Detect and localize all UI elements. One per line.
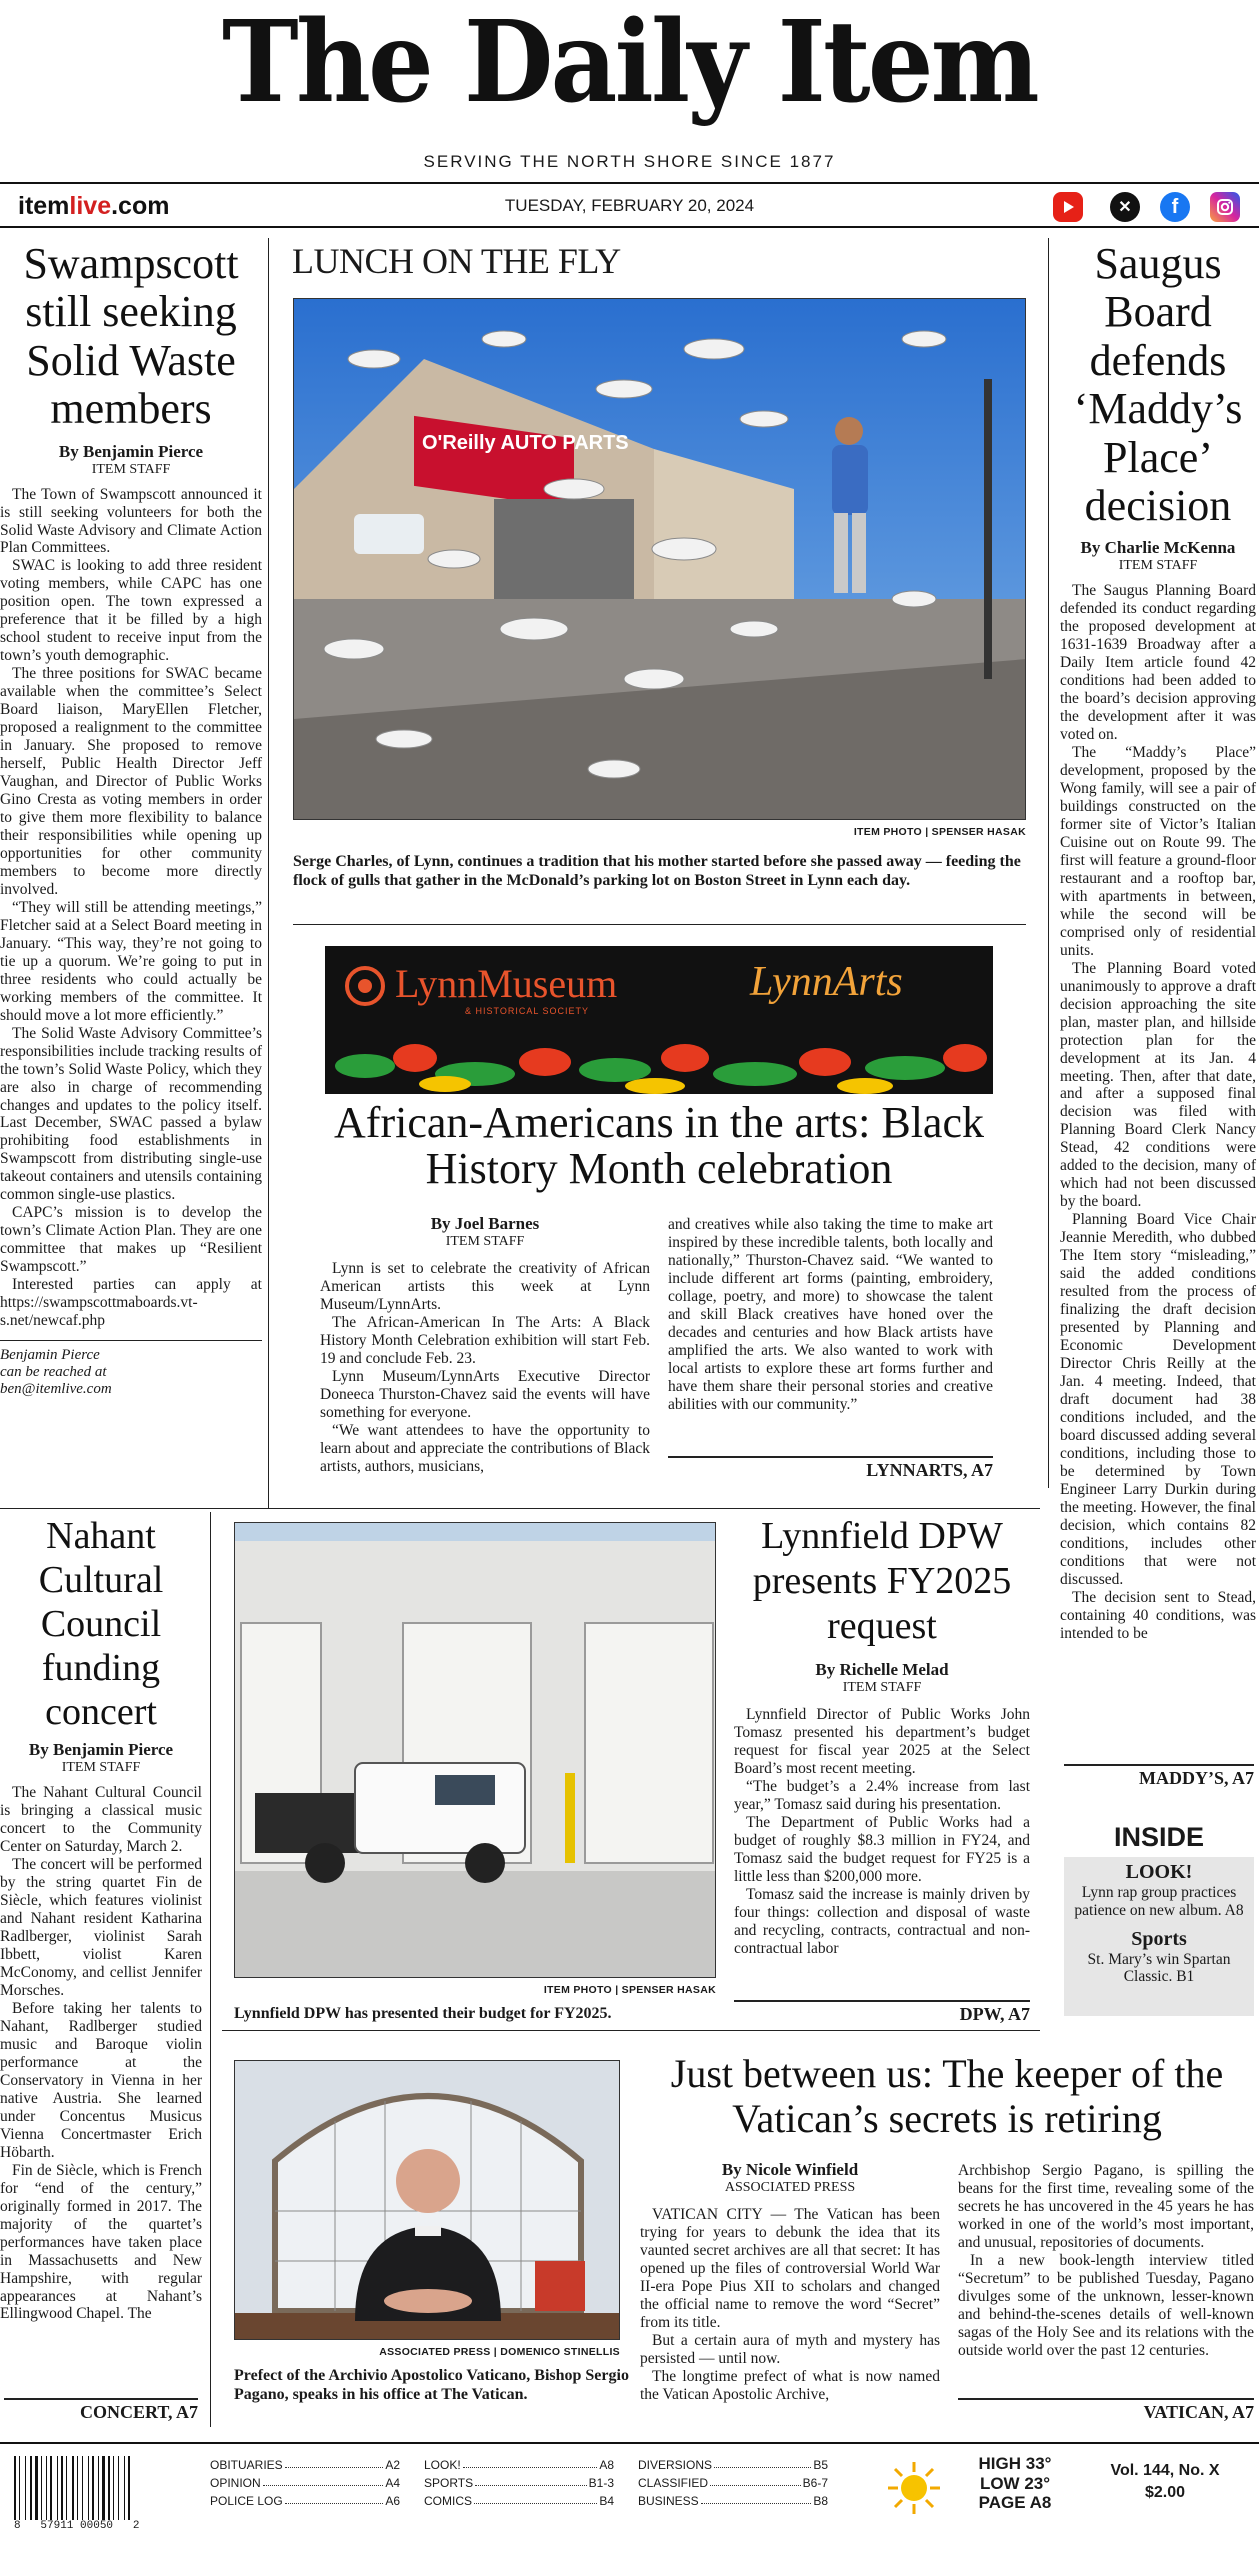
nahant-jump[interactable]: CONCERT, A7 (4, 2398, 198, 2423)
barcode-bar (14, 2456, 16, 2520)
barcode-bar (72, 2456, 74, 2520)
barcode-bars (14, 2456, 174, 2520)
paragraph: CAPC’s mission is to develop the town’s Climate Action Plan. They are one committee that makes up “Resilient Swampscott.” (0, 1204, 262, 1276)
barcode-bar (21, 2456, 24, 2520)
barcode-bar (39, 2456, 40, 2520)
site-link-mid: live (69, 192, 112, 220)
barcode-bar (33, 2456, 34, 2520)
nahant-staff: ITEM STAFF (61, 1760, 141, 1776)
paragraph: Before taking her talents to Nahant, Radlberger studied music and Baroque violin performance at the Conservatory in Vienna in her native Austria. She learned under Concentus Musicus Vienna Concertmaster Erich Höbarth. (0, 2000, 202, 2161)
swampscott-body (0, 486, 262, 1331)
vatican-col2 (958, 2162, 1254, 2360)
sun-icon (884, 2458, 944, 2518)
paragraph: The African-American In The Arts: A Black History Month Celebration exhibition will start Feb. 19 and conclude Feb. 23. (320, 1313, 650, 1367)
paragraph: The decision sent to Stead, containing 40 conditions, was intended to be (1060, 1588, 1256, 1642)
issue-price: $2.00 (1144, 2484, 1186, 2502)
inside-item[interactable] (1064, 1924, 1254, 1991)
weather-page: PAGE A8 (978, 2493, 1052, 2513)
vatican-jump[interactable]: VATICAN, A7 (958, 2398, 1254, 2423)
barcode-bar (92, 2456, 94, 2520)
lynnarts-staff: ITEM STAFF (445, 1234, 525, 1249)
vatican-byline: By Nicole Winfield (721, 2160, 859, 2179)
barcode-bar (59, 2456, 60, 2520)
lynnarts-jump[interactable]: LYNNARTS, A7 (668, 1456, 993, 1481)
lynnfield-staff: ITEM STAFF (842, 1680, 922, 1696)
paragraph: “We want attendees to have the opportunity to learn about and appreciate the contributions of Black artists, authors, musicians, (320, 1421, 650, 1475)
inside-box (1064, 1820, 1254, 2016)
paragraph: The three positions for SWAC became available when the committee’s Select Board liaison, MaryEllen Fletcher, proposed a realignment to the committee in January. She proposed to remove herself, Public Health Director Jeff Vaughan, and Director of Public Works Gino Cresta as voting members in order to give them more flexibility to balance their responsibilities while opening up opportunities for other community members to become more directly involved. (0, 665, 262, 898)
lynnfield-body (734, 1706, 1030, 1958)
barcode-bar (82, 2456, 83, 2520)
paragraph: But a certain aura of myth and mystery has persisted — until now. (640, 2331, 940, 2367)
barcode-bar (90, 2456, 91, 2520)
paragraph: Lynn Museum/LynnArts Executive Director Doneeca Thurston-Chavez said the events will have something for everyone. (320, 1367, 650, 1421)
vatican-caption: Prefect of the Archivio Apostolico Vaticano, Bishop Sergio Pagano, speaks in his office at The Vatican. (234, 2367, 629, 2404)
volume-number: Vol. 144, No. X (1110, 2462, 1220, 2479)
weather-high: HIGH 33° (978, 2454, 1052, 2473)
paragraph: In a new book-length interview titled “Secretum” to be published Tuesday, Pagano divulges some of the unknown, lesser-known and behind-the-scenes details of well-known sagas of the Holy See and its relations with the outside world over the past 12 centuries. (958, 2251, 1254, 2359)
index-item[interactable]: CLASSIFIED B6-7 (638, 2476, 828, 2490)
barcode-bar (35, 2456, 38, 2520)
weather-low: LOW 23° (979, 2473, 1051, 2493)
masthead (0, 0, 1259, 180)
paragraph: The longtime prefect of what is now named the Vatican Apostolic Archive, (640, 2367, 940, 2403)
swampscott-story (0, 240, 262, 1398)
barcode-bar (46, 2456, 47, 2520)
nahant-body (0, 1784, 202, 2323)
banner-right-text: LynnArts (750, 959, 903, 1005)
barcode-bar (88, 2456, 89, 2520)
barcode-bar (118, 2456, 119, 2520)
barcode-bar (57, 2456, 58, 2520)
banner-left-text: LynnMuseum (395, 961, 618, 1006)
instagram-icon[interactable] (1210, 192, 1240, 222)
lynnfield-story (734, 1514, 1030, 1958)
store-sign: O'Reilly AUTO PARTS (422, 432, 629, 454)
nahant-story (0, 1514, 202, 2323)
contact-label: can be reached at (0, 1364, 107, 1381)
info-bar (0, 182, 1259, 228)
paragraph: Planning Board Vice Chair Jeannie Meredith, who dubbed The Item story “misleading,” said the added conditions resulted from the process of finalizing the draft decision presented by Planning and Economic Development Director Chris Reilly at the Jan. 4 meeting. Indeed, that draft document had 38 conditions included, and the board discussed adding several conditions, including those to be determined by Town Engineer Larry Durkin during the meeting. However, the final decision, which contains 82 conditions, includes other conditions that were not discussed. (1060, 1211, 1256, 1588)
contact-name: Benjamin Pierce (0, 1347, 100, 1364)
saugus-headline[interactable]: Saugus Board defends ‘Maddy’s Place’ decision (1073, 239, 1243, 530)
lynn-museum-banner[interactable] (325, 946, 993, 1094)
lynnarts-byline: By Joel Barnes (430, 1214, 540, 1233)
vatican-headline[interactable]: Just between us: The keeper of the Vatican’s secrets is retiring (670, 2051, 1224, 2141)
barcode-number: 8 57911 00050 2 (14, 2520, 140, 2532)
barcode-bar (100, 2456, 101, 2520)
barcode (14, 2456, 174, 2536)
index-item[interactable]: COMICS B4 (424, 2494, 614, 2508)
nahant-byline: By Benjamin Pierce (28, 1740, 174, 1760)
inside-item-head: Sports (1131, 1927, 1187, 1950)
swampscott-byline: By Benjamin Pierce (58, 441, 204, 461)
lynnarts-col1 (320, 1214, 650, 1476)
site-link-prefix: item (18, 192, 70, 220)
inside-item-text: Lynn rap group practices patience on new album. A8 (1074, 1884, 1244, 1919)
barcode-bar (75, 2456, 76, 2520)
lynnfield-byline: By Richelle Melad (815, 1660, 949, 1680)
barcode-bar (128, 2456, 130, 2520)
paragraph: Tomasz said the increase is mainly driven by four things: collection and disposal of waste and recycling, contracts, contractual and non-contractual labor (734, 1886, 1030, 1958)
barcode-bar (126, 2456, 127, 2520)
barcode-bar (77, 2456, 78, 2520)
paragraph: Interested parties can apply at https://swampscottmaboards.vt-s.net/newcaf.php (0, 1276, 262, 1330)
saugus-staff: ITEM STAFF (1118, 558, 1198, 574)
dpw-caption: Lynnfield DPW has presented their budget for FY2025. (234, 2005, 612, 2022)
barcode-bar (50, 2456, 52, 2520)
barcode-bar (106, 2456, 107, 2520)
index-item[interactable]: OPINION A4 (210, 2476, 400, 2490)
paragraph: Fin de Siècle, which is French for “end of the century,” originally formed in 2017. The majority of the quartet’s performances have taken place in Massachusetts and New Hampshire, with regular appearances at Nahant’s Ellingwood Chapel. The (0, 2161, 202, 2323)
barcode-bar (27, 2456, 29, 2520)
barcode-bar (120, 2456, 123, 2520)
paragraph: The Solid Waste Advisory Committee’s responsibilities include tracking results of the town’s Solid Waste Policy, which they are also in charge of recommending changes and updates to the policy itself. Last December, SWAC passed a bylaw prohibiting food establishments in Swampscott from distributing single-use takeout containers and utensils containing common single-use plastics. (0, 1024, 262, 1204)
site-link-suffix: .com (111, 192, 170, 220)
barcode-bar (66, 2456, 67, 2520)
contact-email[interactable]: ben@itemlive.com (0, 1381, 112, 1398)
issue-date: TUESDAY, FEBRUARY 20, 2024 (504, 196, 755, 215)
barcode-bar (79, 2456, 81, 2520)
barcode-bar (113, 2456, 114, 2520)
swampscott-contact (0, 1340, 262, 1398)
banner-sub-text: & HISTORICAL SOCIETY (465, 1006, 590, 1016)
barcode-bar (25, 2456, 26, 2520)
index-item[interactable]: LOOK! A8 (424, 2458, 614, 2472)
vatican-photo[interactable] (234, 2060, 620, 2340)
lynnarts-headline[interactable]: African-Americans in the arts: Black History Month celebration (334, 1098, 984, 1193)
saugus-jump[interactable]: MADDY’S, A7 (1064, 1764, 1254, 1789)
footer (0, 2442, 1259, 2560)
paragraph: Archbishop Sergio Pagano, is spilling the beans for the first time, revealing some of the secrets he has uncovered in the 45 years he has worked in one of the world’s most important, and unusual, repositories of documents. (958, 2162, 1254, 2251)
paragraph: “The budget’s a 2.4% increase from last year,” Tomasz said during his presentation. (734, 1778, 1030, 1814)
paragraph: Lynn is set to celebrate the creativity of African American artists this week at Lynn Museum/LynnArts. (320, 1260, 650, 1313)
section-rule (222, 2030, 1040, 2031)
index-item[interactable]: SPORTS B1-3 (424, 2476, 614, 2490)
lunch-photo[interactable] (293, 298, 1026, 820)
facebook-icon[interactable]: f (1160, 192, 1190, 222)
paragraph: The Town of Swampscott announced it is still seeking volunteers for both the Solid Waste Advisory and Climate Action Plan Committees. (0, 485, 262, 557)
inside-item[interactable] (1064, 1857, 1254, 1924)
barcode-bar (64, 2456, 65, 2520)
paragraph: The Planning Board voted unanimously to approve a draft decision approaching the site plan, master plan, and hillside protection plan for the development at its Jan. 4 meeting. Then, after that date, and after a supposed final decision was filed with Planning Board Clerk Nancy Stead, 42 conditions were added to the decision, many of which had not been discussed by the board. (1060, 959, 1256, 1211)
index-item[interactable]: POLICE LOG A6 (210, 2494, 400, 2508)
saugus-story (1060, 240, 1256, 1643)
paragraph: The concert will be performed by the string quartet Fin de Siècle, which features violinist and Nahant resident Katharina Radlberger, violinist Sarah Ibbett, violist Karen McConomy, and cellist Jennifer Morsches. (0, 1856, 202, 2000)
lynnfield-jump[interactable]: DPW, A7 (734, 2000, 1030, 2025)
barcode-bar (108, 2456, 110, 2520)
issue-info (1090, 2460, 1240, 2505)
paragraph: “They will still be attending meetings,” Fletcher said at a Select Board meeting in January. “This way, they’re not going to tie up a quorum. We’re going to put in three residents who could actually be working members of the committee. It should move a lot more efficiently.” (0, 898, 262, 1024)
inside-item-text: St. Mary’s win Spartan Classic. B1 (1087, 1950, 1231, 1986)
swampscott-staff: ITEM STAFF (91, 461, 171, 477)
paragraph: The Department of Public Works had a budget of roughly $8.3 million in FY24, and Tomasz said the budget request for FY25 is a little less than $200,000 more. (734, 1814, 1030, 1886)
barcode-bar (95, 2456, 97, 2520)
lynnfield-headline[interactable]: Lynnfield DPW presents FY2025 request (752, 1515, 1012, 1647)
index-item[interactable]: OBITUARIES A2 (210, 2458, 400, 2472)
barcode-bar (48, 2456, 49, 2520)
inside-item-head: LOOK! (1125, 1861, 1193, 1883)
nahant-headline[interactable]: Nahant Cultural Council funding concert (38, 1515, 164, 1734)
column-rule (1048, 238, 1049, 1488)
barcode-bar (53, 2456, 56, 2520)
barcode-bar (111, 2456, 112, 2520)
masthead-tagline: SERVING THE NORTH SHORE SINCE 1877 (423, 152, 836, 171)
lynnarts-col2 (668, 1216, 993, 1414)
barcode-bar (41, 2456, 42, 2520)
barcode-bar (17, 2456, 18, 2520)
barcode-bar (19, 2456, 20, 2520)
saugus-byline: By Charlie McKenna (1080, 538, 1236, 558)
paragraph: The Saugus Planning Board defended its conduct regarding the proposed development at 1631-1639 Broadway after a Daily Item article found 42 conditions had been added to the board’s decision approving the development after it was voted on. (1060, 582, 1256, 744)
inside-title: INSIDE (1064, 1820, 1254, 1857)
barcode-bar (115, 2456, 117, 2520)
vatican-col1 (640, 2160, 940, 2404)
column-rule (210, 1512, 211, 2427)
paragraph: and creatives while also taking the time to make art inspired by these incredible talents, both locally and nationally,” Thurston-Chavez said. “We wanted to include different art forms (painting, embroidery, collage, poetry, and more) to showcase the talent and skill Black creatives have honed over the decades and centuries and how Black artists have amplified the arts. We also wanted to work with local artists to explore these art forms further and have them share their personal stories and creative abilities with our community.” (668, 1216, 993, 1413)
barcode-bar (102, 2456, 105, 2520)
index-item[interactable]: BUSINESS B8 (638, 2494, 828, 2508)
section-rule (0, 1508, 1040, 1509)
youtube-icon[interactable] (1053, 192, 1083, 222)
saugus-body (1060, 582, 1256, 1642)
barcode-bar (84, 2456, 87, 2520)
paragraph: The “Maddy’s Place” development, proposed by the Wong family, will see a pair of buildings constructed on the former site of Victor’s Italian Cuisine out on Route 99. The first will feature a ground-floor restaurant and a rooftop bar, with apartments in between, while the second will be comprised only of residential units. (1060, 744, 1256, 959)
swampscott-headline[interactable]: Swampscott still seeking Solid Waste members (23, 239, 239, 434)
barcode-bar (98, 2456, 99, 2520)
x-icon[interactable]: ✕ (1110, 192, 1140, 222)
lunch-kicker: LUNCH ON THE FLY (292, 241, 621, 281)
section-rule (293, 924, 1026, 925)
barcode-bar (68, 2456, 71, 2520)
paragraph: Lynnfield Director of Public Works John Tomasz presented his department’s budget request for fiscal year 2025 at the Select Board’s most recent meeting. (734, 1706, 1030, 1778)
index-item[interactable]: DIVERSIONS B5 (638, 2458, 828, 2472)
barcode-bar (124, 2456, 125, 2520)
column-rule (268, 238, 269, 1508)
barcode-bar (61, 2456, 63, 2520)
barcode-bar (30, 2456, 32, 2520)
barcode-bar (43, 2456, 45, 2520)
vatican-staff: ASSOCIATED PRESS (724, 2180, 856, 2195)
paragraph: SWAC is looking to add three resident voting members, while CAPC has one position open. The town expressed a preference that it be filled by a high school student to receive input from the town’s youth demographic. (0, 557, 262, 665)
lunch-caption: Serge Charles, of Lynn, continues a tradition that his mother started before she passed away — feeding the flock of gulls that gather in the McDonald’s parking lot on Boston Street in Lynn each day. (293, 853, 1021, 890)
paragraph: VATICAN CITY — The Vatican has been trying for years to debunk the idea that its vaunted secret archives are all that secret: It has opened up the files of controversial World War II-era Pope Pius XII to scholars and changed the official name to remove the word “Secret” from its title. (640, 2206, 940, 2331)
lunch-photo-credit: ITEM PHOTO | SPENSER HASAK (853, 826, 1026, 838)
paragraph: The Nahant Cultural Council is bringing a classical music concert to the Community Center on Saturday, March 2. (0, 1784, 202, 1856)
newspaper-title: The Daily Item (222, 0, 1037, 128)
dpw-photo[interactable] (234, 1522, 716, 1978)
vatican-photo-credit: ASSOCIATED PRESS | DOMENICO STINELLIS (379, 2346, 620, 2358)
weather (960, 2454, 1070, 2513)
dpw-photo-credit: ITEM PHOTO | SPENSER HASAK (543, 1984, 716, 1996)
